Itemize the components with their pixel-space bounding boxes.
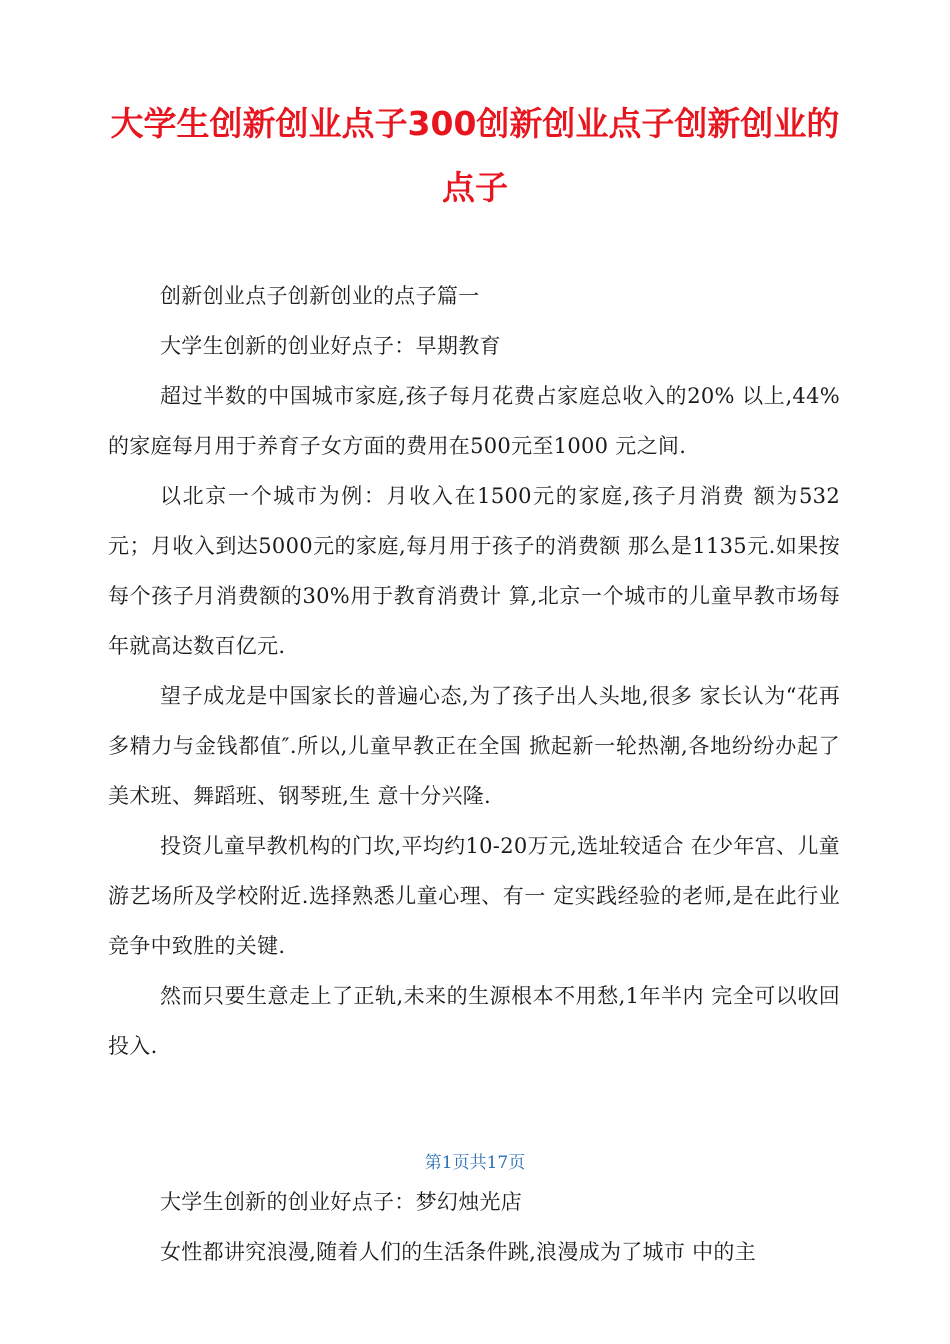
paragraph: 以北京一个城市为例：月收入在1500元的家庭,孩子月消费 额为532元；月收入到达5000元的家庭,每月用于孩子的消费额 那么是1135元.如果按每个孩子月消费额的30%用于教育消费计 算,北京一个城市的儿童早教市场每年就高达数百亿元.: [108, 484, 840, 658]
paragraph: 超过半数的中国城市家庭,孩子每月花费占家庭总收入的20% 以上,44%的家庭每月用于养育子女方面的费用在500元至1000 元之间.: [108, 384, 840, 458]
subheading-candle-shop: 大学生创新的创业好点子：梦幻烛光店: [160, 1190, 523, 1214]
document-title: 大学生创新创业点子300创新创业点子创新创业的点子: [110, 104, 840, 207]
next-page-body: [108, 1177, 840, 1277]
paragraph: 投资儿童早教机构的门坎,平均约10-20万元,选址较适合 在少年宫、儿童游艺场所及学校附近.选择熟悉儿童心理、有一 定实践经验的老师,是在此行业竞争中致胜的关键.: [108, 834, 840, 958]
section-heading: 创新创业点子创新创业的点子篇一: [160, 284, 480, 308]
paragraph: 然而只要生意走上了正轨,未来的生源根本不用愁,1年半内 完全可以收回投入.: [108, 984, 840, 1058]
paragraph: 女性都讲究浪漫,随着人们的生活条件跳,浪漫成为了城市 中的主: [160, 1240, 757, 1264]
paragraph: 望子成龙是中国家长的普遍心态,为了孩子出人头地,很多 家长认为“花再多精力与金钱都值″.所以,儿童早教正在全国 掀起新一轮热潮,各地纷纷办起了美术班、舞蹈班、钢琴班,生 意十分兴隆.: [108, 684, 840, 808]
subheading-early-education: 大学生创新的创业好点子：早期教育: [160, 334, 501, 358]
document-body: [108, 271, 840, 1071]
page-number-footer: 第1页共17页: [424, 1153, 526, 1173]
